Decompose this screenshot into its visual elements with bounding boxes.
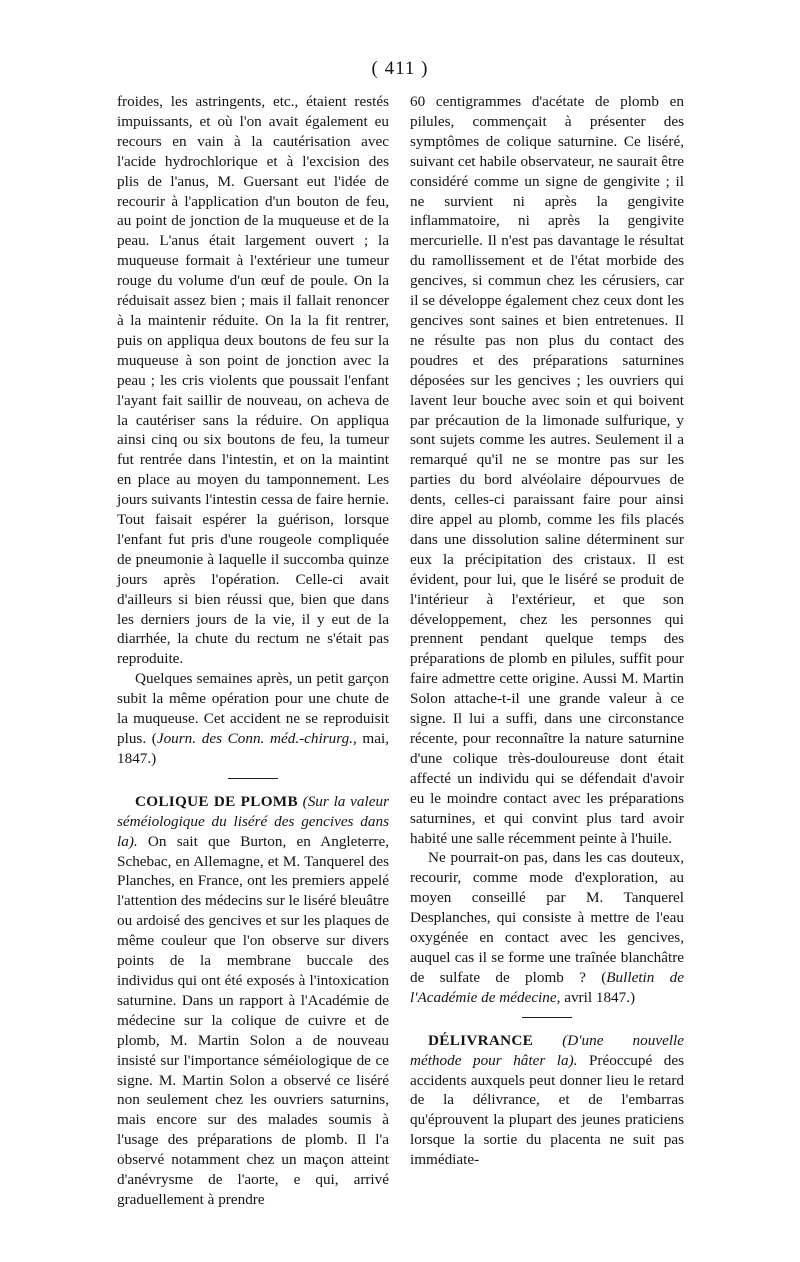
right-column	[410, 92, 684, 1170]
section-subtitle: (Sur la valeur séméiologique du liséré des gencives dans la).	[117, 792, 389, 850]
section-divider	[228, 778, 278, 779]
section-heading: COLIQUE DE PLOMB	[135, 792, 298, 810]
citation-date: , avril 1847.)	[556, 988, 636, 1006]
section-divider	[522, 1017, 572, 1018]
section-subtitle: (D'une nouvelle méthode pour hâter la).	[410, 1031, 684, 1069]
paragraph-continued: 60 centigrammes d'acétate de plomb en pilules, commençait à présenter des symptômes de colique saturnine. Ce liséré, suivant cet habile observateur, ne saurait être considéré comme un signe de gengivite ; il ne survient ni après la gengivite inflammatoire, ni après la gengivite mercurielle. Il n'est pas davantage le résultat du ramollissement et de l'état morbide des gencives, si commun chez les cérusiers, car il se développe également chez ceux dont les gencives sont saines et bien entretenues. Il ne résulte pas non plus du contact des poudres et des préparations saturnines déposées sur les gencives ; les ouvriers qui lavent leur bouche avec soin et qui boivent par précaution de la limonade sulfurique, y sont sujets comme les autres. Seulement il a remarqué qu'il ne se montre pas sur les parties du bord alvéolaire dépourvues de dents, celles-ci paraissant faire pour ainsi dire appel au plomb, comme les fils placés dans une dissolution saline déterminent sur eux la précipitation des cristaux. Il est évident, pour lui, que le liséré se produit de l'intérieur à l'extérieur, et que son développement, chez les personnes qui prennent pendant quelque temps des préparations de plomb en pilules, suffit pour faire admettre cette origine. Aussi M. Martin Solon attache-t-il une grande valeur à ce signe. Il lui a suffi, dans une circonstance récente, pour reconnaître la nature saturnine d'une colique très-douloureuse dont était affecté un individu qui se défendait d'avoir eu le moindre contact avec les préparations saturnines, et qui convint plus tard avoir habité une salle récemment peinte à l'huile.	[410, 93, 684, 847]
citation-date: , mai, 1847.)	[117, 730, 389, 767]
paragraph-second-case	[117, 669, 389, 769]
paragraph-continued: froides, les astringents, etc., étaient restés impuissants, et où l'on avait également eu recours en vain à la cautérisation avec l'acide hydrochlorique et à l'excision des plis de l'anus, M. Guersant eut l'idée de recourir à l'application d'un bouton de feu, au point de jonction de la muqueuse et de la peau. L'anus était largement ouvert ; la muqueuse formait à l'extérieur une tumeur rouge du volume d'un œuf de poule. On la réduisait assez bien ; mais il fallait renoncer à la maintenir réduite. On la la fit rentrer, puis on appliqua deux boutons de feu sur la muqueuse à son point de jonction avec la peau ; les cris violents que poussait l'enfant l'ayant fait saillir de nouveau, on acheva de la cautériser sans la réduire. On appliqua ainsi cinq ou six boutons de feu, la tumeur fut rentrée dans l'intestin, et on la maintint en place au moyen du tamponnement. Les jours suivants l'intestin cessa de faire hernie. Tout faisait espérer la guérison, lorsque l'enfant fut pris d'une rougeole compliquée de pneumonie à laquelle il succomba quinze jours après l'opération. Celle-ci avait d'ailleurs si bien réussi que, bien que dans les derniers jours de la vie, il y eut de la diarrhée, la chute du rectum ne s'était pas reproduite.	[117, 93, 389, 668]
section-colique-de-plomb	[117, 792, 389, 1210]
citation-bulletin: Bulletin de l'Académie de médecine	[410, 968, 685, 1006]
page-number: ( 411 )	[371, 58, 429, 79]
section-text: Préoccupé des accidents auxquels peut donner lieu le retard de la délivrance, et de l'embarras qu'éprouvent la plupart des jeunes praticiens lorsque la sortie du placenta ne suit pas immédiate-	[410, 1051, 684, 1169]
citation-journal: Journ. des Conn. méd.-chirurg.	[156, 730, 353, 747]
section-delivrance	[410, 1031, 684, 1170]
paragraph-text: Quelques semaines après, un petit garçon subit la même opération pour une chute de la muqueuse. Cet accident ne se reproduisit plus. (	[117, 670, 389, 747]
paragraph-question	[410, 848, 684, 1007]
paragraph-text: Ne pourrait-on pas, dans les cas douteux, recourir, comme mode d'exploration, au moyen conseillé par M. Tanquerel Desplanches, qui consiste à mettre de l'eau oxygénée en contact avec les gencives, auquel cas il se forme une traînée blanchâtre de sulfate de plomb ? (	[410, 849, 684, 986]
section-heading: DÉLIVRANCE	[428, 1031, 534, 1049]
left-column	[117, 92, 389, 1210]
section-text: On sait que Burton, en Angleterre, Schebac, en Allemagne, et M. Tanquerel des Planches, en France, ont les premiers appelé l'attention des médecins sur le liséré bleuâtre ou ardoisé des gencives et sur les plaques de même couleur que l'on observe sur divers points de la membrane buccale des individus qui ont été exposés à l'intoxication saturnine. Dans un rapport à l'Académie de médecine sur la colique de cuivre et de plomb, M. Martin Solon a de nouveau insisté sur l'importance séméiologique de ce signe. M. Martin Solon a observé ce liséré non seulement chez les ouvriers saturnins, mais encore sur des malades soumis à l'usage des préparations de plomb. Il l'a observé notamment chez un maçon atteint d'anévrysme de l'aorte, e qui, arrivé graduellement à prendre	[117, 832, 389, 1208]
